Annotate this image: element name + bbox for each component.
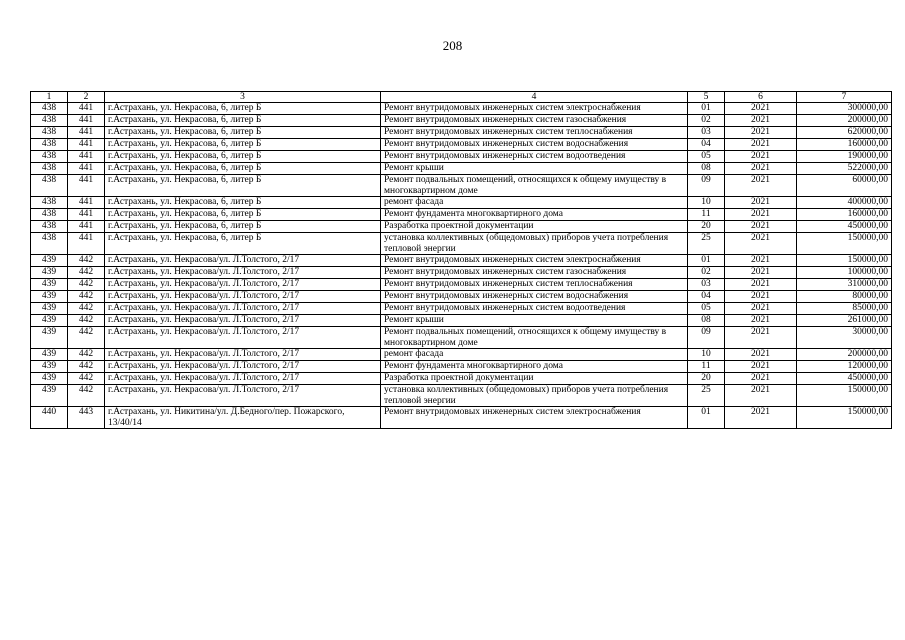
table-row bbox=[31, 291, 892, 303]
cost-cell: 190000,00 bbox=[797, 151, 892, 163]
work-code-cell: 09 bbox=[688, 327, 725, 349]
cost-cell: 150000,00 bbox=[797, 407, 892, 429]
cost-cell: 300000,00 bbox=[797, 103, 892, 115]
work-code-cell: 10 bbox=[688, 349, 725, 361]
year-cell: 2021 bbox=[725, 139, 797, 151]
cost-cell: 30000,00 bbox=[797, 327, 892, 349]
work-code-cell: 04 bbox=[688, 139, 725, 151]
object-number-cell: 442 bbox=[68, 373, 105, 385]
year-cell: 2021 bbox=[725, 407, 797, 429]
work-code-cell: 02 bbox=[688, 115, 725, 127]
work-type-cell: Ремонт внутридомовых инженерных систем газоснабжения bbox=[381, 115, 688, 127]
work-code-cell: 20 bbox=[688, 373, 725, 385]
year-cell: 2021 bbox=[725, 279, 797, 291]
year-cell: 2021 bbox=[725, 163, 797, 175]
row-number-cell: 439 bbox=[31, 315, 68, 327]
work-code-cell: 01 bbox=[688, 407, 725, 429]
header-cell: 3 bbox=[105, 92, 381, 103]
object-number-cell: 442 bbox=[68, 303, 105, 315]
header-cell: 4 bbox=[381, 92, 688, 103]
work-code-cell: 25 bbox=[688, 385, 725, 407]
work-type-cell: Ремонт внутридомовых инженерных систем теплоснабжения bbox=[381, 127, 688, 139]
table-row bbox=[31, 255, 892, 267]
work-code-cell: 20 bbox=[688, 221, 725, 233]
cost-cell: 120000,00 bbox=[797, 361, 892, 373]
cost-cell: 620000,00 bbox=[797, 127, 892, 139]
address-cell: г.Астрахань, ул. Некрасова/ул. Л.Толстого, 2/17 bbox=[105, 385, 381, 407]
row-number-cell: 438 bbox=[31, 209, 68, 221]
year-cell: 2021 bbox=[725, 385, 797, 407]
cost-cell: 200000,00 bbox=[797, 349, 892, 361]
cost-cell: 100000,00 bbox=[797, 267, 892, 279]
object-number-cell: 441 bbox=[68, 151, 105, 163]
work-type-cell: Ремонт внутридомовых инженерных систем электроснабжения bbox=[381, 407, 688, 429]
object-number-cell: 442 bbox=[68, 267, 105, 279]
work-code-cell: 01 bbox=[688, 103, 725, 115]
table-row bbox=[31, 115, 892, 127]
row-number-cell: 438 bbox=[31, 197, 68, 209]
year-cell: 2021 bbox=[725, 103, 797, 115]
year-cell: 2021 bbox=[725, 303, 797, 315]
table-row bbox=[31, 127, 892, 139]
table-row bbox=[31, 267, 892, 279]
page-number: 208 bbox=[442, 38, 463, 53]
object-number-cell: 441 bbox=[68, 197, 105, 209]
work-type-cell: Ремонт внутридомовых инженерных систем электроснабжения bbox=[381, 103, 688, 115]
object-number-cell: 441 bbox=[68, 127, 105, 139]
table-row bbox=[31, 361, 892, 373]
year-cell: 2021 bbox=[725, 197, 797, 209]
table-row bbox=[31, 103, 892, 115]
table-row bbox=[31, 139, 892, 151]
work-code-cell: 02 bbox=[688, 267, 725, 279]
address-cell: г.Астрахань, ул. Некрасова, 6, литер Б bbox=[105, 163, 381, 175]
object-number-cell: 442 bbox=[68, 291, 105, 303]
row-number-cell: 438 bbox=[31, 233, 68, 255]
work-code-cell: 11 bbox=[688, 209, 725, 221]
year-cell: 2021 bbox=[725, 221, 797, 233]
object-number-cell: 442 bbox=[68, 279, 105, 291]
work-type-cell: Разработка проектной документации bbox=[381, 373, 688, 385]
address-cell: г.Астрахань, ул. Некрасова/ул. Л.Толстого, 2/17 bbox=[105, 327, 381, 349]
work-code-cell: 05 bbox=[688, 151, 725, 163]
row-number-cell: 438 bbox=[31, 175, 68, 197]
row-number-cell: 439 bbox=[31, 361, 68, 373]
cost-cell: 80000,00 bbox=[797, 291, 892, 303]
work-code-cell: 25 bbox=[688, 233, 725, 255]
address-cell: г.Астрахань, ул. Некрасова/ул. Л.Толстого, 2/17 bbox=[105, 291, 381, 303]
work-type-cell: Разработка проектной документации bbox=[381, 221, 688, 233]
table-header-row bbox=[31, 92, 892, 103]
year-cell: 2021 bbox=[725, 291, 797, 303]
row-number-cell: 438 bbox=[31, 103, 68, 115]
header-cell: 1 bbox=[31, 92, 68, 103]
address-cell: г.Астрахань, ул. Некрасова/ул. Л.Толстого, 2/17 bbox=[105, 267, 381, 279]
address-cell: г.Астрахань, ул. Некрасова/ул. Л.Толстого, 2/17 bbox=[105, 279, 381, 291]
work-type-cell: Ремонт крыши bbox=[381, 315, 688, 327]
address-cell: г.Астрахань, ул. Никитина/ул. Д.Бедного/пер. Пожарского, 13/40/14 bbox=[105, 407, 381, 429]
row-number-cell: 439 bbox=[31, 291, 68, 303]
work-type-cell: установка коллективных (общедомовых) приборов учета потребления тепловой энергии bbox=[381, 233, 688, 255]
work-code-cell: 01 bbox=[688, 255, 725, 267]
work-code-cell: 05 bbox=[688, 303, 725, 315]
year-cell: 2021 bbox=[725, 373, 797, 385]
row-number-cell: 439 bbox=[31, 279, 68, 291]
work-code-cell: 09 bbox=[688, 175, 725, 197]
year-cell: 2021 bbox=[725, 233, 797, 255]
work-type-cell: ремонт фасада bbox=[381, 197, 688, 209]
work-code-cell: 10 bbox=[688, 197, 725, 209]
object-number-cell: 442 bbox=[68, 327, 105, 349]
year-cell: 2021 bbox=[725, 115, 797, 127]
work-code-cell: 04 bbox=[688, 291, 725, 303]
year-cell: 2021 bbox=[725, 151, 797, 163]
table-row bbox=[31, 163, 892, 175]
row-number-cell: 439 bbox=[31, 267, 68, 279]
row-number-cell: 439 bbox=[31, 327, 68, 349]
work-code-cell: 08 bbox=[688, 315, 725, 327]
year-cell: 2021 bbox=[725, 327, 797, 349]
object-number-cell: 442 bbox=[68, 349, 105, 361]
work-type-cell: Ремонт внутридомовых инженерных систем водоснабжения bbox=[381, 139, 688, 151]
cost-cell: 85000,00 bbox=[797, 303, 892, 315]
table-row bbox=[31, 197, 892, 209]
work-type-cell: Ремонт внутридомовых инженерных систем электроснабжения bbox=[381, 255, 688, 267]
work-type-cell: Ремонт фундамента многоквартирного дома bbox=[381, 361, 688, 373]
row-number-cell: 439 bbox=[31, 385, 68, 407]
work-code-cell: 08 bbox=[688, 163, 725, 175]
header-cell: 6 bbox=[725, 92, 797, 103]
cost-cell: 150000,00 bbox=[797, 255, 892, 267]
work-type-cell: Ремонт внутридомовых инженерных систем газоснабжения bbox=[381, 267, 688, 279]
year-cell: 2021 bbox=[725, 267, 797, 279]
year-cell: 2021 bbox=[725, 127, 797, 139]
address-cell: г.Астрахань, ул. Некрасова, 6, литер Б bbox=[105, 197, 381, 209]
work-type-cell: Ремонт фундамента многоквартирного дома bbox=[381, 209, 688, 221]
address-cell: г.Астрахань, ул. Некрасова, 6, литер Б bbox=[105, 127, 381, 139]
table-row bbox=[31, 373, 892, 385]
work-type-cell: ремонт фасада bbox=[381, 349, 688, 361]
address-cell: г.Астрахань, ул. Некрасова/ул. Л.Толстого, 2/17 bbox=[105, 373, 381, 385]
work-type-cell: Ремонт подвальных помещений, относящихся к общему имуществу в многоквартирном доме bbox=[381, 175, 688, 197]
works-table bbox=[30, 91, 892, 429]
table-row bbox=[31, 221, 892, 233]
object-number-cell: 441 bbox=[68, 139, 105, 151]
work-code-cell: 03 bbox=[688, 279, 725, 291]
address-cell: г.Астрахань, ул. Некрасова/ул. Л.Толстого, 2/17 bbox=[105, 349, 381, 361]
table-row bbox=[31, 175, 892, 197]
table-row bbox=[31, 233, 892, 255]
work-type-cell: Ремонт внутридомовых инженерных систем водоотведения bbox=[381, 303, 688, 315]
object-number-cell: 442 bbox=[68, 385, 105, 407]
row-number-cell: 438 bbox=[31, 127, 68, 139]
row-number-cell: 440 bbox=[31, 407, 68, 429]
work-type-cell: Ремонт внутридомовых инженерных систем водоснабжения bbox=[381, 291, 688, 303]
object-number-cell: 441 bbox=[68, 103, 105, 115]
year-cell: 2021 bbox=[725, 175, 797, 197]
address-cell: г.Астрахань, ул. Некрасова, 6, литер Б bbox=[105, 209, 381, 221]
table-row bbox=[31, 327, 892, 349]
object-number-cell: 441 bbox=[68, 233, 105, 255]
table-row bbox=[31, 303, 892, 315]
cost-cell: 450000,00 bbox=[797, 221, 892, 233]
work-code-cell: 11 bbox=[688, 361, 725, 373]
year-cell: 2021 bbox=[725, 315, 797, 327]
row-number-cell: 439 bbox=[31, 373, 68, 385]
row-number-cell: 438 bbox=[31, 221, 68, 233]
table-row bbox=[31, 279, 892, 291]
object-number-cell: 441 bbox=[68, 163, 105, 175]
address-cell: г.Астрахань, ул. Некрасова/ул. Л.Толстого, 2/17 bbox=[105, 255, 381, 267]
row-number-cell: 438 bbox=[31, 163, 68, 175]
work-code-cell: 03 bbox=[688, 127, 725, 139]
object-number-cell: 442 bbox=[68, 315, 105, 327]
address-cell: г.Астрахань, ул. Некрасова, 6, литер Б bbox=[105, 233, 381, 255]
header-cell: 7 bbox=[797, 92, 892, 103]
cost-cell: 150000,00 bbox=[797, 385, 892, 407]
address-cell: г.Астрахань, ул. Некрасова, 6, литер Б bbox=[105, 103, 381, 115]
table-row bbox=[31, 407, 892, 429]
work-type-cell: Ремонт внутридомовых инженерных систем теплоснабжения bbox=[381, 279, 688, 291]
table-body bbox=[31, 103, 892, 429]
cost-cell: 450000,00 bbox=[797, 373, 892, 385]
cost-cell: 160000,00 bbox=[797, 209, 892, 221]
work-type-cell: Ремонт внутридомовых инженерных систем водоотведения bbox=[381, 151, 688, 163]
year-cell: 2021 bbox=[725, 361, 797, 373]
object-number-cell: 442 bbox=[68, 361, 105, 373]
cost-cell: 522000,00 bbox=[797, 163, 892, 175]
table-row bbox=[31, 151, 892, 163]
cost-cell: 60000,00 bbox=[797, 175, 892, 197]
row-number-cell: 438 bbox=[31, 151, 68, 163]
object-number-cell: 441 bbox=[68, 209, 105, 221]
year-cell: 2021 bbox=[725, 255, 797, 267]
work-type-cell: Ремонт подвальных помещений, относящихся к общему имуществу в многоквартирном доме bbox=[381, 327, 688, 349]
table-row bbox=[31, 209, 892, 221]
year-cell: 2021 bbox=[725, 209, 797, 221]
table-row bbox=[31, 385, 892, 407]
row-number-cell: 438 bbox=[31, 139, 68, 151]
object-number-cell: 441 bbox=[68, 115, 105, 127]
address-cell: г.Астрахань, ул. Некрасова/ул. Л.Толстого, 2/17 bbox=[105, 315, 381, 327]
address-cell: г.Астрахань, ул. Некрасова/ул. Л.Толстого, 2/17 bbox=[105, 303, 381, 315]
cost-cell: 310000,00 bbox=[797, 279, 892, 291]
object-number-cell: 442 bbox=[68, 255, 105, 267]
address-cell: г.Астрахань, ул. Некрасова, 6, литер Б bbox=[105, 175, 381, 197]
address-cell: г.Астрахань, ул. Некрасова, 6, литер Б bbox=[105, 151, 381, 163]
object-number-cell: 441 bbox=[68, 221, 105, 233]
work-type-cell: Ремонт крыши bbox=[381, 163, 688, 175]
address-cell: г.Астрахань, ул. Некрасова, 6, литер Б bbox=[105, 115, 381, 127]
object-number-cell: 441 bbox=[68, 175, 105, 197]
object-number-cell: 443 bbox=[68, 407, 105, 429]
cost-cell: 160000,00 bbox=[797, 139, 892, 151]
work-type-cell: установка коллективных (общедомовых) приборов учета потребления тепловой энергии bbox=[381, 385, 688, 407]
cost-cell: 200000,00 bbox=[797, 115, 892, 127]
header-cell: 5 bbox=[688, 92, 725, 103]
cost-cell: 400000,00 bbox=[797, 197, 892, 209]
header-cell: 2 bbox=[68, 92, 105, 103]
table-row bbox=[31, 349, 892, 361]
table-row bbox=[31, 315, 892, 327]
cost-cell: 261000,00 bbox=[797, 315, 892, 327]
row-number-cell: 438 bbox=[31, 115, 68, 127]
address-cell: г.Астрахань, ул. Некрасова, 6, литер Б bbox=[105, 221, 381, 233]
row-number-cell: 439 bbox=[31, 349, 68, 361]
cost-cell: 150000,00 bbox=[797, 233, 892, 255]
address-cell: г.Астрахань, ул. Некрасова, 6, литер Б bbox=[105, 139, 381, 151]
row-number-cell: 439 bbox=[31, 255, 68, 267]
row-number-cell: 439 bbox=[31, 303, 68, 315]
year-cell: 2021 bbox=[725, 349, 797, 361]
address-cell: г.Астрахань, ул. Некрасова/ул. Л.Толстого, 2/17 bbox=[105, 361, 381, 373]
